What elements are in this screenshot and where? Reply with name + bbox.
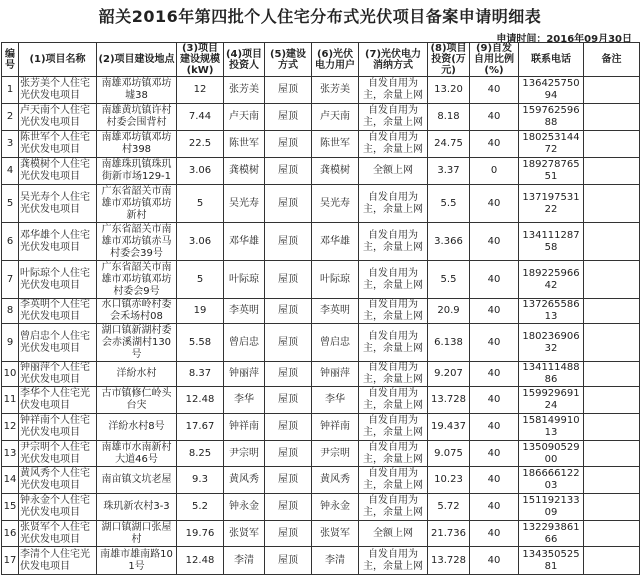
- cell-capacity: 3.06: [177, 223, 224, 261]
- cell-project-name: 钟祥南个人住宅光伏发电项目: [19, 414, 97, 441]
- cell-location: 南雄市雄南路101号: [97, 547, 177, 575]
- cell-location: 湖口镇湖口张屋村: [97, 521, 177, 547]
- table-row: [2, 362, 640, 387]
- cell-investment: 21.736: [428, 521, 470, 547]
- cell-consumption-mode: 自发自用为主，余量上网: [359, 299, 428, 324]
- cell-build-method: 屋顶: [265, 324, 312, 362]
- cell-power-user: 李清: [312, 547, 359, 575]
- cell-location: 南雄邓坊镇邓坊村398: [97, 131, 177, 158]
- cell-phone: 13726558613: [519, 299, 584, 324]
- cell-build-method: 屋顶: [265, 441, 312, 467]
- table-row: [2, 324, 640, 362]
- cell-number: 3: [2, 131, 19, 158]
- cell-remarks: [584, 158, 640, 185]
- cell-number: 10: [2, 362, 19, 387]
- cell-investment: 13.20: [428, 77, 470, 104]
- cell-investor: 钟丽萍: [224, 362, 265, 387]
- cell-power-user: 黄风秀: [312, 467, 359, 494]
- header-power-user: (6)光伏电力用户: [312, 43, 359, 77]
- cell-investor: 卢天南: [224, 104, 265, 131]
- cell-phone: 18922596642: [519, 261, 584, 299]
- cell-investor: 叶际琼: [224, 261, 265, 299]
- cell-remarks: [584, 185, 640, 223]
- cell-investment: 9.075: [428, 441, 470, 467]
- cell-investment: 3.37: [428, 158, 470, 185]
- cell-phone: 18025314472: [519, 131, 584, 158]
- cell-remarks: [584, 104, 640, 131]
- table-header-row: [2, 43, 640, 77]
- cell-power-user: 尹宗明: [312, 441, 359, 467]
- table-row: [2, 158, 640, 185]
- cell-consumption-mode: 全额上网: [359, 521, 428, 547]
- cell-remarks: [584, 131, 640, 158]
- cell-power-user: 陈世军: [312, 131, 359, 158]
- header-investment: (8)项目投资(万元): [428, 43, 470, 77]
- cell-capacity: 19.76: [177, 521, 224, 547]
- header-location: (2)项目建设地点: [97, 43, 177, 77]
- cell-remarks: [584, 261, 640, 299]
- cell-project-name: 黄风秀个人住宅光伏发电项目: [19, 467, 97, 494]
- cell-number: 5: [2, 185, 19, 223]
- header-investor: (4)项目投资人: [224, 43, 265, 77]
- cell-remarks: [584, 467, 640, 494]
- table-row: [2, 261, 640, 299]
- cell-build-method: 屋顶: [265, 299, 312, 324]
- cell-remarks: [584, 547, 640, 575]
- table-row: [2, 494, 640, 521]
- cell-remarks: [584, 521, 640, 547]
- cell-phone: 13229386166: [519, 521, 584, 547]
- cell-number: 8: [2, 299, 19, 324]
- cell-self-use-ratio: 40: [470, 324, 519, 362]
- header-self-use-ratio: (9)自发自用比例(%): [470, 43, 519, 77]
- cell-location: 南雄珠玑镇珠玑街新市场129-1: [97, 158, 177, 185]
- cell-phone: 15976259688: [519, 104, 584, 131]
- cell-investor: 黄风秀: [224, 467, 265, 494]
- cell-self-use-ratio: 40: [470, 521, 519, 547]
- cell-self-use-ratio: 40: [470, 223, 519, 261]
- cell-self-use-ratio: 40: [470, 77, 519, 104]
- cell-capacity: 22.5: [177, 131, 224, 158]
- cell-number: 17: [2, 547, 19, 575]
- cell-capacity: 17.67: [177, 414, 224, 441]
- cell-number: 4: [2, 158, 19, 185]
- table-row: [2, 521, 640, 547]
- cell-capacity: 19: [177, 299, 224, 324]
- cell-build-method: 屋顶: [265, 414, 312, 441]
- cell-project-name: 叶际琼个人住宅光伏发电项目: [19, 261, 97, 299]
- cell-investor: 李英明: [224, 299, 265, 324]
- cell-project-name: 吴光寿个人住宅光伏发电项目: [19, 185, 97, 223]
- cell-build-method: 屋顶: [265, 521, 312, 547]
- cell-build-method: 屋顶: [265, 223, 312, 261]
- cell-self-use-ratio: 40: [470, 441, 519, 467]
- cell-build-method: 屋顶: [265, 158, 312, 185]
- cell-investor: 钟永金: [224, 494, 265, 521]
- cell-location: 南雄黄坑镇许村村委会围背村: [97, 104, 177, 131]
- cell-consumption-mode: 自发自用为主，余量上网: [359, 223, 428, 261]
- cell-investor: 李清: [224, 547, 265, 575]
- cell-consumption-mode: 自发自用为主，余量上网: [359, 441, 428, 467]
- cell-remarks: [584, 494, 640, 521]
- cell-location: 水口镇赤岭村委会禾场村08: [97, 299, 177, 324]
- header-project-name: (1)项目名称: [19, 43, 97, 77]
- cell-location: 湖口镇新湖村委会赤溪湖村130号: [97, 324, 177, 362]
- cell-power-user: 李英明: [312, 299, 359, 324]
- cell-phone: 15814991013: [519, 414, 584, 441]
- cell-power-user: 叶际琼: [312, 261, 359, 299]
- cell-build-method: 屋顶: [265, 131, 312, 158]
- cell-investment: 3.366: [428, 223, 470, 261]
- cell-phone: 15992969124: [519, 387, 584, 414]
- cell-investment: 13.728: [428, 387, 470, 414]
- table-row: [2, 414, 640, 441]
- cell-investment: 9.207: [428, 362, 470, 387]
- cell-consumption-mode: 自发自用为主，余量上网: [359, 131, 428, 158]
- cell-consumption-mode: 自发自用为主，余量上网: [359, 467, 428, 494]
- cell-phone: 18927876551: [519, 158, 584, 185]
- cell-location: 广东省韶关市南雄市邓坊镇邓坊新村: [97, 185, 177, 223]
- cell-capacity: 12: [177, 77, 224, 104]
- cell-location: 洋紛水村: [97, 362, 177, 387]
- cell-investor: 龚模树: [224, 158, 265, 185]
- cell-project-name: 邓华雄个人住宅光伏发电项目: [19, 223, 97, 261]
- header-phone: 联系电话: [519, 43, 584, 77]
- cell-consumption-mode: 自发自用为主，余量上网: [359, 261, 428, 299]
- cell-number: 12: [2, 414, 19, 441]
- cell-consumption-mode: 自发自用为主，余量上网: [359, 324, 428, 362]
- table-row: [2, 299, 640, 324]
- cell-power-user: 张贤军: [312, 521, 359, 547]
- cell-build-method: 屋顶: [265, 494, 312, 521]
- cell-capacity: 5.2: [177, 494, 224, 521]
- cell-consumption-mode: 自发自用为主，余量上网: [359, 362, 428, 387]
- cell-phone: 18666612203: [519, 467, 584, 494]
- table-row: [2, 547, 640, 575]
- cell-consumption-mode: 自发自用为主，余量上网: [359, 185, 428, 223]
- cell-phone: 13435052581: [519, 547, 584, 575]
- cell-remarks: [584, 223, 640, 261]
- table-row: [2, 223, 640, 261]
- filing-table: [1, 42, 640, 575]
- cell-number: 11: [2, 387, 19, 414]
- cell-power-user: 钟祥南: [312, 414, 359, 441]
- header-consumption-mode: (7)光伏电力消纳方式: [359, 43, 428, 77]
- cell-remarks: [584, 324, 640, 362]
- cell-remarks: [584, 299, 640, 324]
- cell-investor: 曾启忠: [224, 324, 265, 362]
- cell-power-user: 卢天南: [312, 104, 359, 131]
- cell-self-use-ratio: 40: [470, 547, 519, 575]
- cell-project-name: 张贤军个人住宅光伏发电项目: [19, 521, 97, 547]
- cell-project-name: 龚模树个人住宅光伏发电项目: [19, 158, 97, 185]
- cell-location: 南雄邓坊镇邓坊墟38: [97, 77, 177, 104]
- cell-self-use-ratio: 40: [470, 414, 519, 441]
- cell-power-user: 邓华雄: [312, 223, 359, 261]
- table-row: [2, 77, 640, 104]
- cell-location: 南亩镇文坑老屋: [97, 467, 177, 494]
- cell-build-method: 屋顶: [265, 104, 312, 131]
- cell-phone: 13411148886: [519, 362, 584, 387]
- cell-power-user: 张芳美: [312, 77, 359, 104]
- cell-project-name: 卢天南个人住宅光伏发电项目: [19, 104, 97, 131]
- cell-project-name: 钟丽萍个人住宅光伏发电项目: [19, 362, 97, 387]
- cell-investor: 吴光寿: [224, 185, 265, 223]
- cell-capacity: 7.44: [177, 104, 224, 131]
- cell-phone: 13411128758: [519, 223, 584, 261]
- cell-number: 16: [2, 521, 19, 547]
- table-row: [2, 467, 640, 494]
- cell-project-name: 李英明个人住宅光伏发电项目: [19, 299, 97, 324]
- cell-consumption-mode: 自发自用为主，余量上网: [359, 387, 428, 414]
- cell-number: 7: [2, 261, 19, 299]
- cell-investment: 13.728: [428, 547, 470, 575]
- cell-investor: 张贤军: [224, 521, 265, 547]
- cell-power-user: 钟永金: [312, 494, 359, 521]
- cell-build-method: 屋顶: [265, 547, 312, 575]
- cell-project-name: 陈世军个人住宅光伏发电项目: [19, 131, 97, 158]
- cell-investment: 5.72: [428, 494, 470, 521]
- cell-location: 南雄市水南新村大道46号: [97, 441, 177, 467]
- cell-number: 1: [2, 77, 19, 104]
- cell-investment: 19.437: [428, 414, 470, 441]
- cell-investment: 20.9: [428, 299, 470, 324]
- cell-power-user: 龚模树: [312, 158, 359, 185]
- cell-investment: 8.18: [428, 104, 470, 131]
- cell-location: 珠玑新农村3-3: [97, 494, 177, 521]
- cell-capacity: 12.48: [177, 387, 224, 414]
- cell-capacity: 9.3: [177, 467, 224, 494]
- cell-phone: 15119213309: [519, 494, 584, 521]
- cell-number: 15: [2, 494, 19, 521]
- cell-phone: 13509052900: [519, 441, 584, 467]
- cell-investor: 陈世军: [224, 131, 265, 158]
- cell-investment: 5.5: [428, 261, 470, 299]
- cell-consumption-mode: 自发自用为主，余量上网: [359, 547, 428, 575]
- cell-build-method: 屋顶: [265, 387, 312, 414]
- cell-capacity: 8.25: [177, 441, 224, 467]
- cell-remarks: [584, 414, 640, 441]
- cell-investor: 钟祥南: [224, 414, 265, 441]
- cell-investment: 5.5: [428, 185, 470, 223]
- table-row: [2, 131, 640, 158]
- header-number: 编号: [2, 43, 19, 77]
- cell-self-use-ratio: 40: [470, 185, 519, 223]
- cell-consumption-mode: 自发自用为主，余量上网: [359, 104, 428, 131]
- cell-project-name: 钟永金个人住宅光伏发电项目: [19, 494, 97, 521]
- table-row: [2, 441, 640, 467]
- cell-self-use-ratio: 40: [470, 494, 519, 521]
- cell-power-user: 李华: [312, 387, 359, 414]
- cell-location: 广东省韶关市南雄市邓坊镇赤马村委会39号: [97, 223, 177, 261]
- cell-self-use-ratio: 0: [470, 158, 519, 185]
- cell-build-method: 屋顶: [265, 467, 312, 494]
- cell-capacity: 5.58: [177, 324, 224, 362]
- table-row: [2, 104, 640, 131]
- cell-investor: 李华: [224, 387, 265, 414]
- cell-self-use-ratio: 40: [470, 131, 519, 158]
- header-capacity: (3)项目建设规模(kW): [177, 43, 224, 77]
- cell-number: 14: [2, 467, 19, 494]
- cell-remarks: [584, 441, 640, 467]
- cell-self-use-ratio: 40: [470, 387, 519, 414]
- cell-remarks: [584, 362, 640, 387]
- cell-build-method: 屋顶: [265, 77, 312, 104]
- cell-capacity: 5: [177, 185, 224, 223]
- cell-location: 古市镇修仁岭头台宊: [97, 387, 177, 414]
- cell-investment: 6.138: [428, 324, 470, 362]
- cell-power-user: 曾启忠: [312, 324, 359, 362]
- cell-build-method: 屋顶: [265, 261, 312, 299]
- cell-investment: 10.23: [428, 467, 470, 494]
- cell-capacity: 8.37: [177, 362, 224, 387]
- cell-project-name: 李清个人住宅光伏发电项目: [19, 547, 97, 575]
- cell-remarks: [584, 77, 640, 104]
- cell-consumption-mode: 自发自用为主，余量上网: [359, 77, 428, 104]
- cell-self-use-ratio: 40: [470, 467, 519, 494]
- cell-remarks: [584, 387, 640, 414]
- header-build-method: (5)建设方式: [265, 43, 312, 77]
- table-row: [2, 185, 640, 223]
- cell-project-name: 曾启忠个人住宅光伏发电项目: [19, 324, 97, 362]
- header-remarks: 备注: [584, 43, 640, 77]
- cell-self-use-ratio: 40: [470, 104, 519, 131]
- cell-investor: 张芳美: [224, 77, 265, 104]
- cell-capacity: 3.06: [177, 158, 224, 185]
- cell-project-name: 张芳美个人住宅光伏发电项目: [19, 77, 97, 104]
- cell-self-use-ratio: 40: [470, 362, 519, 387]
- cell-project-name: 尹宗明个人住宅光伏发电项目: [19, 441, 97, 467]
- table-row: [2, 387, 640, 414]
- cell-phone: 18023690632: [519, 324, 584, 362]
- cell-number: 13: [2, 441, 19, 467]
- cell-number: 9: [2, 324, 19, 362]
- cell-capacity: 5: [177, 261, 224, 299]
- cell-investment: 24.75: [428, 131, 470, 158]
- cell-build-method: 屋顶: [265, 362, 312, 387]
- cell-power-user: 钟丽萍: [312, 362, 359, 387]
- application-date: 申请时间：2016年09月30日: [496, 34, 632, 45]
- document-title: 韶关2016年第四批个人住宅分布式光伏项目备案申请明细表: [98, 7, 542, 26]
- cell-phone: 13719753122: [519, 185, 584, 223]
- cell-investor: 邓华雄: [224, 223, 265, 261]
- cell-investor: 尹宗明: [224, 441, 265, 467]
- cell-consumption-mode: 自发自用为主，余量上网: [359, 494, 428, 521]
- cell-phone: 13642575094: [519, 77, 584, 104]
- cell-consumption-mode: 自发自用为主，余量上网: [359, 414, 428, 441]
- cell-build-method: 屋顶: [265, 185, 312, 223]
- cell-project-name: 李华个人住宅光伏发电项目: [19, 387, 97, 414]
- cell-capacity: 12.48: [177, 547, 224, 575]
- cell-consumption-mode: 全额上网: [359, 158, 428, 185]
- cell-location: 洋紛水村8号: [97, 414, 177, 441]
- cell-number: 6: [2, 223, 19, 261]
- cell-self-use-ratio: 40: [470, 299, 519, 324]
- cell-location: 广东省韶关市南雄市邓坊镇邓坊村委会9号: [97, 261, 177, 299]
- cell-self-use-ratio: 40: [470, 261, 519, 299]
- cell-power-user: 吴光寿: [312, 185, 359, 223]
- cell-number: 2: [2, 104, 19, 131]
